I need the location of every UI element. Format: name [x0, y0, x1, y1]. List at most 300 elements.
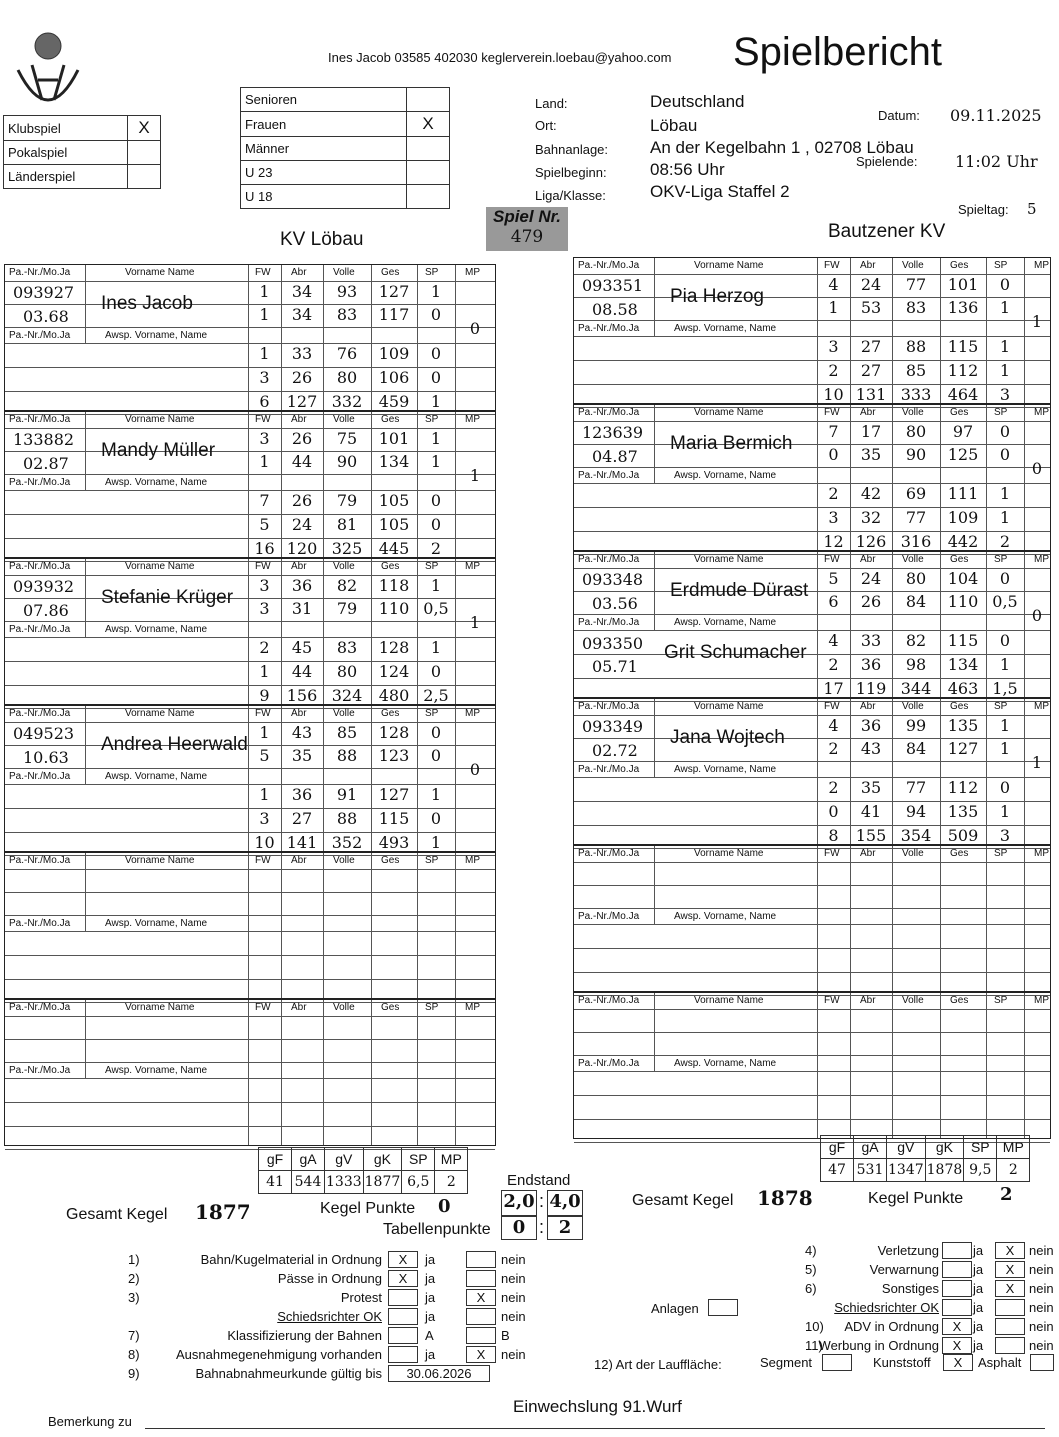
check-box-b[interactable] [466, 1270, 496, 1287]
surface-segment-checkbox[interactable] [822, 1354, 852, 1371]
score-cell: 1 [430, 429, 442, 448]
check-box-a[interactable] [942, 1261, 972, 1278]
col-header-volle: Volle [902, 407, 924, 418]
col-header-sp: SP [425, 267, 439, 278]
col-header-mp: MP [465, 708, 480, 719]
col-header-sp: SP [425, 414, 439, 425]
total-cell: 1,5 [992, 679, 1018, 698]
check-label: Sonstiges [881, 1281, 939, 1296]
col-header-mp: MP [1034, 554, 1049, 565]
total-cell: 127 [286, 392, 318, 411]
col-header-pa: Pa.-Nr./Mo.Ja [9, 1002, 71, 1013]
sum-value: 1333 [325, 1171, 364, 1194]
sum-value: 1877 [363, 1171, 402, 1194]
category-label: Pokalspiel [4, 141, 128, 165]
grid-line [940, 846, 941, 991]
age-group-label: Senioren [241, 88, 407, 112]
away-player-block [573, 257, 1051, 404]
total-cell: 141 [286, 833, 318, 852]
grid-line [85, 706, 86, 784]
score-cell: 81 [336, 515, 358, 534]
total-cell: 316 [900, 532, 932, 551]
grid-line [986, 846, 987, 991]
check-box-b[interactable]: X [466, 1289, 496, 1306]
score-cell: 26 [291, 491, 313, 510]
check-label-b: nein [1029, 1262, 1054, 1277]
score-cell: 1 [430, 282, 442, 301]
check-label-b: nein [1029, 1281, 1054, 1296]
score-cell: 0 [430, 515, 442, 534]
score-cell: 1 [430, 452, 442, 471]
age-group-label: U 18 [241, 185, 407, 209]
player-mp: 1 [1031, 312, 1043, 331]
sub-name-header: Awsp. Vorname, Name [105, 771, 208, 782]
check-label-a: ja [425, 1309, 436, 1324]
score-cell: 0 [999, 275, 1011, 294]
check-label: Verwarnung [869, 1262, 939, 1277]
player-pass-number: 093351 [582, 276, 644, 295]
grid-line [455, 1000, 456, 1145]
score-cell: 1 [999, 361, 1011, 380]
age-group-label: Frauen [241, 112, 407, 137]
home-kp-value: 0 [438, 1196, 451, 1217]
check-label-a: ja [425, 1347, 436, 1362]
score-cell: 80 [336, 368, 358, 387]
check-label-b: nein [501, 1271, 526, 1286]
grid-line [323, 853, 324, 998]
col-header-ges: Ges [381, 855, 400, 866]
tabelle-away: 2 [547, 1216, 583, 1240]
bemerkung-text: Einwechslung 91.Wurf [513, 1397, 682, 1416]
score-cell: 88 [336, 746, 358, 765]
age-group-mark[interactable] [407, 161, 450, 185]
category-mark[interactable]: X [128, 116, 161, 141]
col-header-abr: Abr [291, 561, 307, 572]
col-header-vn: Vorname Name [125, 1002, 195, 1013]
player-birth: 07.86 [23, 601, 69, 620]
score-cell: 94 [905, 802, 927, 821]
sum-value-row [821, 1159, 1030, 1182]
sub-pa-header: Pa.-Nr./Mo.Ja [9, 918, 71, 929]
grid-line [5, 931, 495, 932]
total-cell: 10 [254, 833, 275, 852]
sub-pass-number: 093350 [582, 634, 644, 653]
player-mp: 0 [1031, 459, 1043, 478]
score-cell: 115 [947, 337, 979, 356]
check-label-a: ja [973, 1281, 984, 1296]
col-header-ges: Ges [381, 414, 400, 425]
spiel-nr-box [486, 207, 568, 251]
player-pass-number: 133882 [13, 430, 75, 449]
player-pass-number: 093348 [582, 570, 644, 589]
score-cell: 36 [860, 716, 882, 735]
age-group-mark[interactable] [407, 185, 450, 209]
player-mp: 0 [469, 760, 481, 779]
category-row [4, 165, 161, 189]
age-group-mark[interactable] [407, 137, 450, 161]
check-label-a: ja [973, 1319, 984, 1334]
category-mark[interactable] [128, 165, 161, 189]
total-cell: 333 [900, 385, 932, 404]
col-header-abr: Abr [860, 554, 876, 565]
score-cell: 35 [860, 778, 882, 797]
total-cell: 120 [286, 539, 318, 558]
score-cell: 1 [259, 662, 270, 681]
score-cell: 0 [828, 445, 839, 464]
col-header-sp: SP [425, 855, 439, 866]
col-header-fw: FW [824, 848, 840, 859]
grid-line [654, 405, 655, 483]
away-sum-table [820, 1135, 1030, 1182]
col-header-sp: SP [994, 407, 1008, 418]
total-cell: 10 [823, 385, 844, 404]
score-cell: 43 [860, 739, 882, 758]
bemerkung-line [145, 1428, 1045, 1429]
player-name: Erdmude Dürast [670, 580, 809, 601]
score-cell: 69 [905, 484, 927, 503]
check-label-a: ja [973, 1300, 984, 1315]
away-player-block [573, 698, 1051, 845]
col-header-volle: Volle [333, 414, 355, 425]
home-player-block [4, 558, 496, 705]
surface-asphalt-checkbox[interactable] [1030, 1354, 1054, 1371]
check-num: 4) [805, 1243, 817, 1258]
check-box-a[interactable] [942, 1242, 972, 1259]
col-header-abr: Abr [291, 1002, 307, 1013]
beginn-label: Spielbeginn: [535, 165, 607, 180]
score-cell: 0 [430, 723, 442, 742]
sum-value: 6,5 [402, 1171, 435, 1194]
check-label-b: nein [501, 1290, 526, 1305]
col-header-sp: SP [994, 848, 1008, 859]
score-cell: 115 [378, 809, 410, 828]
score-cell: 2 [828, 484, 839, 503]
check-num: 6) [805, 1281, 817, 1296]
score-cell: 26 [291, 368, 313, 387]
score-cell: 1 [430, 785, 442, 804]
grid-line [574, 908, 1050, 909]
score-cell: 84 [905, 739, 927, 758]
score-cell: 135 [947, 802, 979, 821]
col-header-volle: Volle [902, 554, 924, 565]
home-player-block [4, 852, 496, 999]
score-cell: 104 [947, 569, 979, 588]
score-cell: 111 [947, 484, 979, 503]
score-cell: 36 [291, 785, 313, 804]
check-box-b[interactable]: X [466, 1346, 496, 1363]
col-header-pa: Pa.-Nr./Mo.Ja [578, 260, 640, 271]
check-box-b[interactable]: X [995, 1261, 1025, 1278]
spieltag-value: 5 [1027, 200, 1037, 218]
score-cell: 88 [905, 337, 927, 356]
score-cell: 2 [828, 361, 839, 380]
check-box-a[interactable]: 30.06.2026 [388, 1365, 490, 1382]
score-cell: 82 [905, 631, 927, 650]
check-box-a[interactable]: X [388, 1251, 418, 1268]
away-gesamt-label: Gesamt Kegel [632, 1192, 734, 1209]
grid-line [574, 1009, 1050, 1010]
score-cell: 0 [430, 305, 442, 324]
score-cell: 83 [905, 298, 927, 317]
col-header-volle: Volle [902, 848, 924, 859]
sum-label: MP [997, 1136, 1030, 1159]
home-kp-label: Kegel Punkte [320, 1200, 416, 1217]
grid-line [986, 993, 987, 1138]
score-cell: 31 [291, 599, 313, 618]
check-box-b[interactable] [995, 1299, 1025, 1316]
grid-line [574, 614, 1050, 615]
grid-line [574, 972, 1050, 973]
score-cell: 42 [860, 484, 882, 503]
score-cell: 115 [947, 631, 979, 650]
col-header-fw: FW [824, 554, 840, 565]
total-cell: 3 [999, 826, 1011, 845]
score-cell: 43 [291, 723, 313, 742]
check-box-a[interactable] [388, 1346, 418, 1363]
anlagen-checkbox[interactable] [708, 1299, 738, 1316]
total-cell: 344 [900, 679, 932, 698]
grid-line [85, 1000, 86, 1078]
total-cell: 352 [331, 833, 363, 852]
total-cell: 464 [947, 385, 979, 404]
score-cell: 0 [430, 662, 442, 681]
col-header-abr: Abr [860, 701, 876, 712]
col-header-pa: Pa.-Nr./Mo.Ja [578, 407, 640, 418]
sub-name-header: Awsp. Vorname, Name [674, 470, 777, 481]
check-box-a[interactable]: X [942, 1337, 972, 1354]
check-box-a[interactable] [942, 1280, 972, 1297]
category-row [4, 141, 161, 165]
col-header-mp: MP [1034, 848, 1049, 859]
check-box-b[interactable]: X [995, 1242, 1025, 1259]
col-header-ges: Ges [381, 708, 400, 719]
check-box-b[interactable] [466, 1308, 496, 1325]
col-header-mp: MP [1034, 260, 1049, 271]
total-cell: 493 [378, 833, 410, 852]
col-header-sp: SP [425, 708, 439, 719]
col-header-vn: Vorname Name [694, 260, 764, 271]
total-cell: 325 [331, 539, 363, 558]
score-cell: 17 [860, 422, 882, 441]
check-label-a: A [425, 1328, 434, 1343]
col-header-sp: SP [994, 260, 1008, 271]
away-team-name: Bautzener KV [828, 221, 946, 242]
score-cell: 83 [336, 638, 358, 657]
check-box-a[interactable] [942, 1299, 972, 1316]
col-header-mp: MP [465, 1002, 480, 1013]
player-pass-number: 093932 [13, 577, 75, 596]
surface-kunststoff-label: Kunststoff [873, 1355, 931, 1370]
check-box-a[interactable] [388, 1308, 418, 1325]
sum-label: gV [325, 1148, 364, 1171]
home-player-block [4, 264, 496, 411]
col-header-abr: Abr [860, 848, 876, 859]
sub-pa-header: Pa.-Nr./Mo.Ja [578, 764, 640, 775]
grid-line [654, 993, 655, 1071]
category-label: Klubspiel [4, 116, 128, 141]
check-label-b: nein [501, 1347, 526, 1362]
sub-pa-header: Pa.-Nr./Mo.Ja [578, 323, 640, 334]
check-num: 9) [128, 1366, 140, 1381]
check-box-b[interactable]: X [995, 1280, 1025, 1297]
col-header-ges: Ges [950, 995, 969, 1006]
player-name: Maria Bermich [670, 433, 793, 454]
total-cell: 480 [378, 686, 410, 705]
player-pass-number: 093349 [582, 717, 644, 736]
grid-line [940, 993, 941, 1138]
total-cell: 2 [999, 532, 1011, 551]
check-box-a[interactable] [388, 1289, 418, 1306]
away-player-block [573, 404, 1051, 551]
total-cell: 463 [947, 679, 979, 698]
score-cell: 0,5 [423, 599, 449, 618]
grid-line [5, 768, 495, 769]
player-birth: 02.87 [23, 454, 69, 473]
check-label-b: nein [501, 1309, 526, 1324]
sum-label: gA [292, 1148, 325, 1171]
check-box-b[interactable] [466, 1327, 496, 1344]
col-header-fw: FW [255, 267, 271, 278]
grid-line [1024, 846, 1025, 991]
check-label: Schiedsrichter OK [277, 1309, 382, 1324]
score-cell: 128 [378, 638, 410, 657]
col-header-pa: Pa.-Nr./Mo.Ja [578, 995, 640, 1006]
grid-line [850, 846, 851, 991]
check-box-a[interactable]: X [942, 1318, 972, 1335]
score-cell: 32 [860, 508, 882, 527]
check-label-a: ja [973, 1243, 984, 1258]
col-header-pa: Pa.-Nr./Mo.Ja [9, 414, 71, 425]
check-box-b[interactable] [995, 1337, 1025, 1354]
player-pass-number: 049523 [13, 724, 75, 743]
check-num: 3) [128, 1290, 140, 1305]
score-cell: 0 [999, 631, 1011, 650]
age-group-row [241, 161, 450, 185]
score-cell: 1 [430, 638, 442, 657]
score-cell: 93 [336, 282, 358, 301]
check-label: Verletzung [877, 1243, 939, 1258]
check-label-a: ja [425, 1271, 436, 1286]
check-label: Bahnabnahmeurkunde gültig bis [195, 1366, 382, 1381]
surface-asphalt-label: Asphalt [978, 1355, 1022, 1370]
score-cell: 91 [336, 785, 358, 804]
contact-line: Ines Jacob 03585 402030 keglerverein.loebau@yahoo.com [328, 50, 672, 65]
age-group-mark[interactable] [407, 88, 450, 112]
sub-pa-header: Pa.-Nr./Mo.Ja [9, 771, 71, 782]
sum-label: SP [402, 1148, 435, 1171]
player-birth: 08.58 [592, 300, 638, 319]
player-name: Pia Herzog [670, 286, 764, 307]
score-cell: 1 [259, 452, 270, 471]
grid-line [371, 853, 372, 998]
col-header-ges: Ges [381, 1002, 400, 1013]
grid-line [574, 948, 1050, 949]
col-header-pa: Pa.-Nr./Mo.Ja [9, 708, 71, 719]
check-box-b[interactable] [995, 1318, 1025, 1335]
score-cell: 24 [860, 275, 882, 294]
grid-line [817, 993, 818, 1138]
col-header-sp: SP [994, 701, 1008, 712]
score-cell: 3 [259, 429, 270, 448]
score-cell: 136 [947, 298, 979, 317]
grid-line [892, 846, 893, 991]
home-gesamt-label: Gesamt Kegel [66, 1206, 168, 1223]
col-header-mp: MP [1034, 701, 1049, 712]
col-header-ges: Ges [381, 267, 400, 278]
score-cell: 106 [378, 368, 410, 387]
bahn-label: Bahnanlage: [535, 142, 609, 157]
category-box [3, 115, 161, 189]
surface-kunststoff-checkbox[interactable]: X [943, 1354, 973, 1371]
col-header-vn: Vorname Name [125, 708, 195, 719]
sum-value: 1347 [887, 1159, 926, 1182]
score-cell: 0,5 [992, 592, 1018, 611]
grid-line [85, 853, 86, 931]
check-num: 2) [128, 1271, 140, 1286]
col-header-pa: Pa.-Nr./Mo.Ja [9, 561, 71, 572]
sub-pa-header: Pa.-Nr./Mo.Ja [578, 470, 640, 481]
col-header-vn: Vorname Name [694, 848, 764, 859]
grid-line [574, 761, 1050, 762]
club-logo [12, 30, 84, 120]
score-cell: 84 [905, 592, 927, 611]
check-box-b[interactable] [466, 1251, 496, 1268]
grid-line [654, 552, 655, 630]
grid-line [85, 559, 86, 637]
score-cell: 26 [291, 429, 313, 448]
away-player-block [573, 845, 1051, 992]
score-cell: 27 [291, 809, 313, 828]
endstand-home: 2,0 [501, 1190, 537, 1216]
score-cell: 134 [378, 452, 410, 471]
datum-label: Datum: [878, 108, 920, 123]
score-cell: 44 [291, 452, 313, 471]
col-header-abr: Abr [860, 260, 876, 271]
grid-line [455, 853, 456, 998]
surface-segment-label: Segment [760, 1355, 813, 1370]
category-mark[interactable] [128, 141, 161, 165]
col-header-vn: Vorname Name [125, 561, 195, 572]
total-cell: 1 [430, 392, 442, 411]
age-group-row [241, 88, 450, 112]
score-cell: 127 [378, 282, 410, 301]
grid-line [574, 320, 1050, 321]
col-header-ges: Ges [950, 407, 969, 418]
col-header-ges: Ges [950, 701, 969, 712]
check-box-a[interactable] [388, 1327, 418, 1344]
total-cell: 156 [286, 686, 318, 705]
col-header-fw: FW [824, 407, 840, 418]
home-sum-table [258, 1147, 468, 1194]
score-cell: 33 [291, 344, 313, 363]
score-cell: 0 [430, 344, 442, 363]
col-header-abr: Abr [291, 414, 307, 425]
sub-birth: 05.71 [592, 657, 638, 676]
sum-value: 47 [821, 1159, 854, 1182]
away-player-block [573, 992, 1051, 1139]
sub-name-header: Awsp. Vorname, Name [674, 617, 777, 628]
sum-value: 2 [435, 1171, 468, 1194]
score-cell: 134 [947, 655, 979, 674]
total-cell: 332 [331, 392, 363, 411]
score-cell: 1 [999, 508, 1011, 527]
age-group-mark[interactable]: X [407, 112, 450, 137]
score-cell: 0 [430, 809, 442, 828]
score-cell: 77 [905, 778, 927, 797]
check-box-a[interactable]: X [388, 1270, 418, 1287]
total-cell: 445 [378, 539, 410, 558]
sub-name: Grit Schumacher [664, 642, 807, 663]
